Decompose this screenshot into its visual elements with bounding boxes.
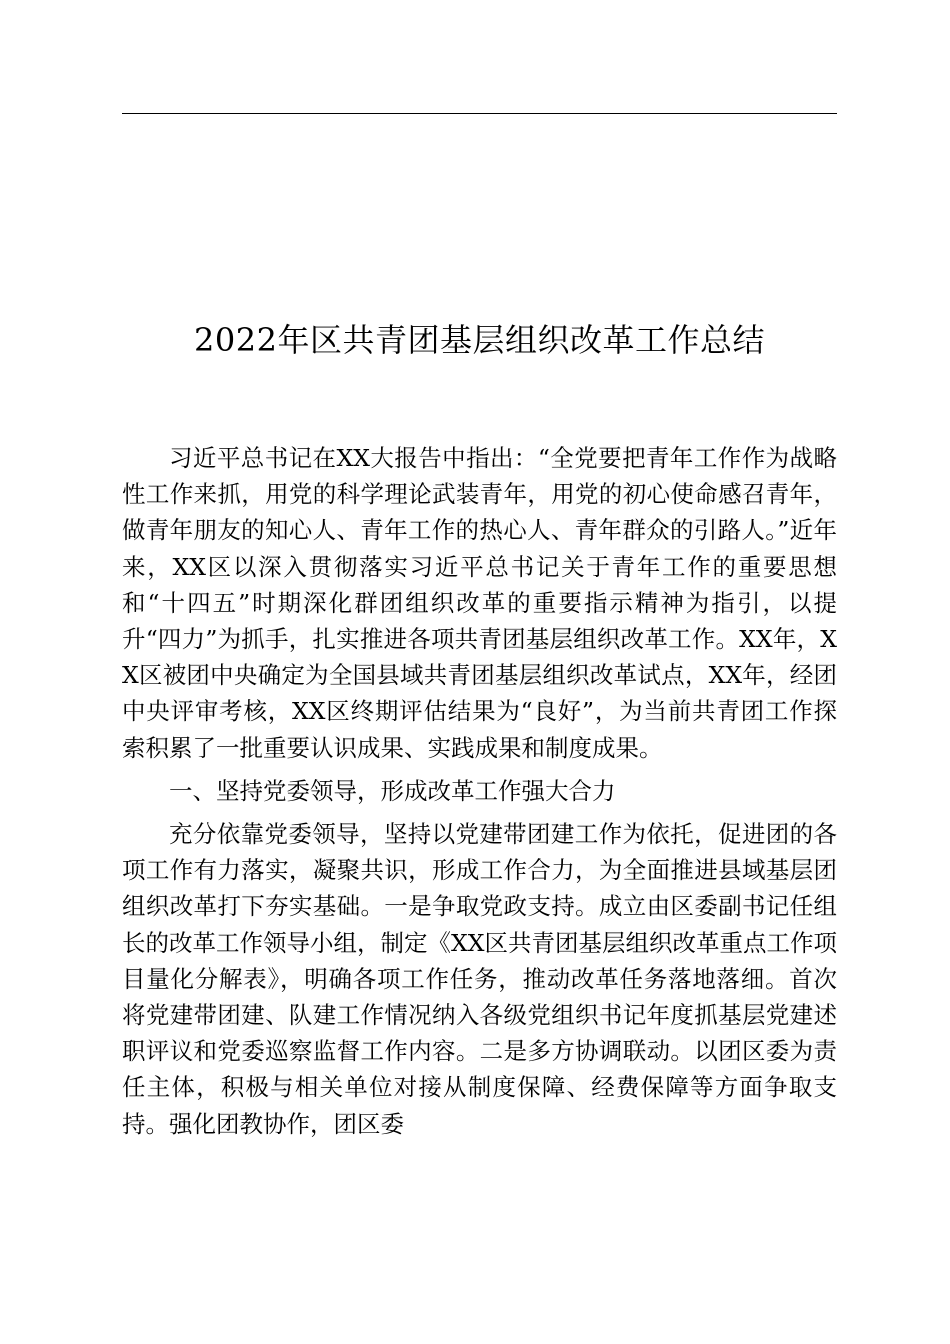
section-1-paragraph: 充分依靠党委领导，坚持以党建带团建工作为依托，促进团的各项工作有力落实，凝聚共识，形成工作合力，为全面推进县域基层团组织改革打下夯实基础。一是争取党政支持。成立由区委副书记任组长的改革工作领导小组，制定《XX区共青团基层组织改革重点工作项目量化分解表》，明确各项工作任务，推动改革任务落地落细。首次将党建带团建、队建工作情况纳入各级党组织书记年度抓基层党建述职评议和党委巡察监督工作内容。二是多方协调联动。以团区委为责任主体，积极与相关单位对接从制度保障、经费保障等方面争取支持。强化团教协作，团区委 [122, 820, 837, 1138]
section-heading-1: 一、坚持党委领导，形成改革工作强大合力 [169, 776, 616, 805]
document-body [122, 440, 837, 1142]
header-rule [122, 113, 837, 114]
document-title: 2022年区共青团基层组织改革工作总结 [194, 321, 765, 359]
intro-paragraph: 习近平总书记在XX大报告中指出：“全党要把青年工作作为战略性工作来抓，用党的科学理论武装青年，用党的初心使命感召青年，做青年朋友的知心人、青年工作的热心人、青年群众的引路人。”近年来，XX区以深入贯彻落实习近平总书记关于青年工作的重要思想和“十四五”时期深化群团组织改革的重要指示精神为指引，以提升“四力”为抓手，扎实推进各项共青团基层组织改革工作。XX年，XX区被团中央确定为全国县域共青团基层组织改革试点，XX年，经团中央评审考核，XX区终期评估结果为“良好”，为当前共青团工作探索积累了一批重要认识成果、实践成果和制度成果。 [122, 444, 837, 762]
